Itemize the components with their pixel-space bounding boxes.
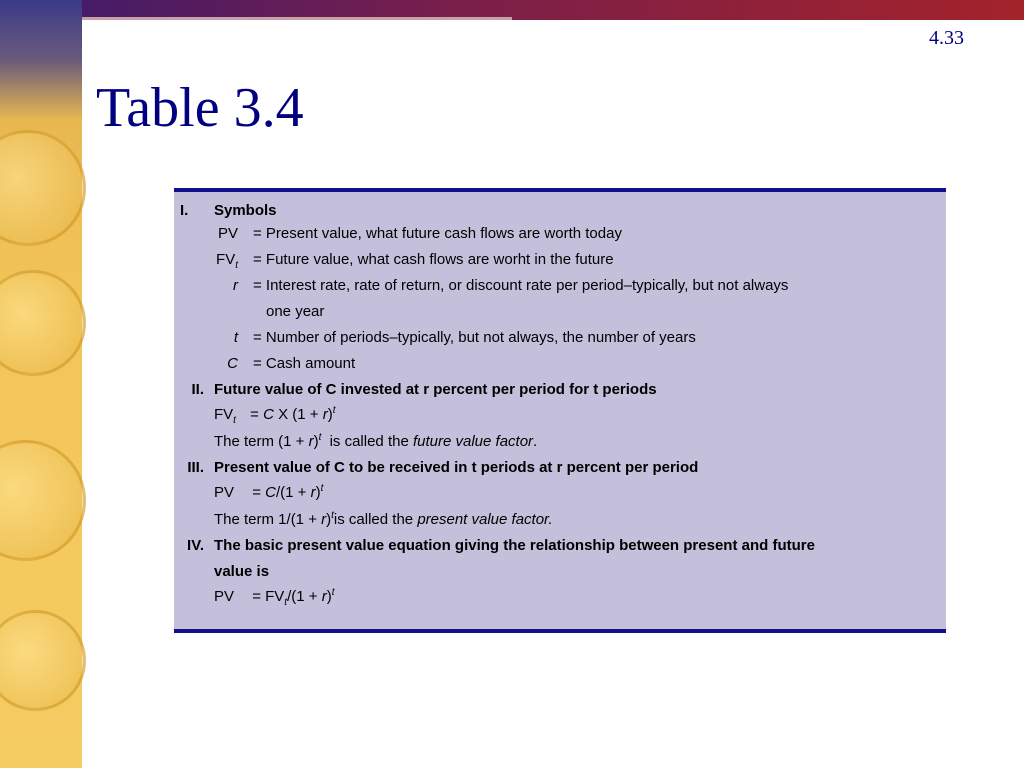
formula-equals-fv: = FV [252, 588, 285, 605]
formula-fv-label: FV [214, 406, 234, 423]
formula-pv-label: PV [214, 588, 235, 605]
section-heading: The basic present value equation giving the relationship between present and future [214, 537, 815, 554]
note-exponent: t [318, 432, 322, 443]
formula-close: ) [326, 588, 332, 605]
pv-factor-note [214, 510, 553, 528]
note-italic-term: present value factor. [417, 511, 553, 528]
coin-decoration [0, 440, 86, 561]
formula-r: r [321, 588, 327, 605]
definition-pv: = Present value, what future cash flows are worth today [253, 225, 622, 242]
note-r: r [308, 433, 314, 450]
section-heading: Present value of C to be received in t periods at r percent per period [214, 459, 699, 476]
note-middle: is called the [329, 433, 409, 450]
section-numeral: IV. [187, 537, 204, 554]
formula-r: r [310, 484, 316, 501]
definition-r-continued: one year [266, 303, 325, 320]
formula-exponent: t [331, 587, 335, 598]
formula-equals: = [252, 484, 261, 501]
symbol-r: r [233, 277, 238, 294]
page-title: Table 3.4 [96, 77, 304, 139]
symbol-t: t [233, 329, 238, 346]
definition-c: = Cash amount [253, 355, 356, 372]
formula-c: C [263, 406, 274, 423]
symbol-pv: PV [217, 225, 238, 242]
note-prefix: The term 1/(1 + [214, 511, 317, 528]
definition-t: = Number of periods–typically, but not always, the number of years [253, 329, 696, 346]
definition-fv: = Future value, what cash flows are worht in the future [253, 251, 614, 268]
formula-exponent: t [332, 405, 336, 416]
formula-fv-subscript: t [233, 415, 236, 426]
definition-r: = Interest rate, rate of return, or discount rate per period–typically, but not always [253, 277, 789, 294]
formula-mid: X (1 + [278, 406, 319, 423]
formula-pv-basic [214, 587, 334, 608]
symbol-fv-label: FV [216, 251, 236, 268]
formula-equals: = [250, 406, 259, 423]
fv-factor-note [214, 432, 537, 450]
coin-decoration [0, 130, 86, 246]
note-prefix: The term (1 + [214, 433, 305, 450]
note-r: r [321, 511, 327, 528]
slide-number: 4.33 [929, 27, 964, 49]
note-middle: is called the [333, 511, 414, 528]
formula-exponent: t [320, 483, 324, 494]
formula-close: ) [315, 484, 321, 501]
section-heading: Future value of C invested at r percent per period for t periods [214, 381, 657, 398]
formula-pv-label: PV [214, 484, 235, 501]
formula-r: r [322, 406, 328, 423]
section-numeral: II. [191, 381, 204, 398]
banner-divider [82, 17, 512, 20]
symbol-fv-subscript: t [235, 260, 238, 271]
section-heading: Symbols [214, 202, 277, 219]
section-numeral: III. [187, 459, 204, 476]
section-numeral: I. [180, 202, 189, 219]
coin-decoration [0, 610, 86, 711]
section-heading-continued: value is [214, 563, 270, 580]
formula-pv [214, 483, 323, 501]
formula-fv [214, 405, 335, 426]
note-close: ) [313, 433, 319, 450]
formula-mid: /(1 + [287, 588, 318, 605]
formula-mid: /(1 + [275, 484, 307, 501]
note-exponent: t [331, 510, 334, 521]
decorative-sidebar [0, 0, 82, 768]
formula-table [174, 188, 946, 633]
note-close: ) [326, 511, 332, 528]
note-period: . [533, 433, 538, 450]
formula-c: C [265, 484, 276, 501]
note-italic-term: future value factor [412, 433, 534, 450]
coin-decoration [0, 270, 86, 376]
symbol-fv [204, 251, 238, 271]
symbol-c: C [227, 355, 238, 372]
formula-subscript: t [284, 597, 288, 608]
formula-close: ) [327, 406, 333, 423]
